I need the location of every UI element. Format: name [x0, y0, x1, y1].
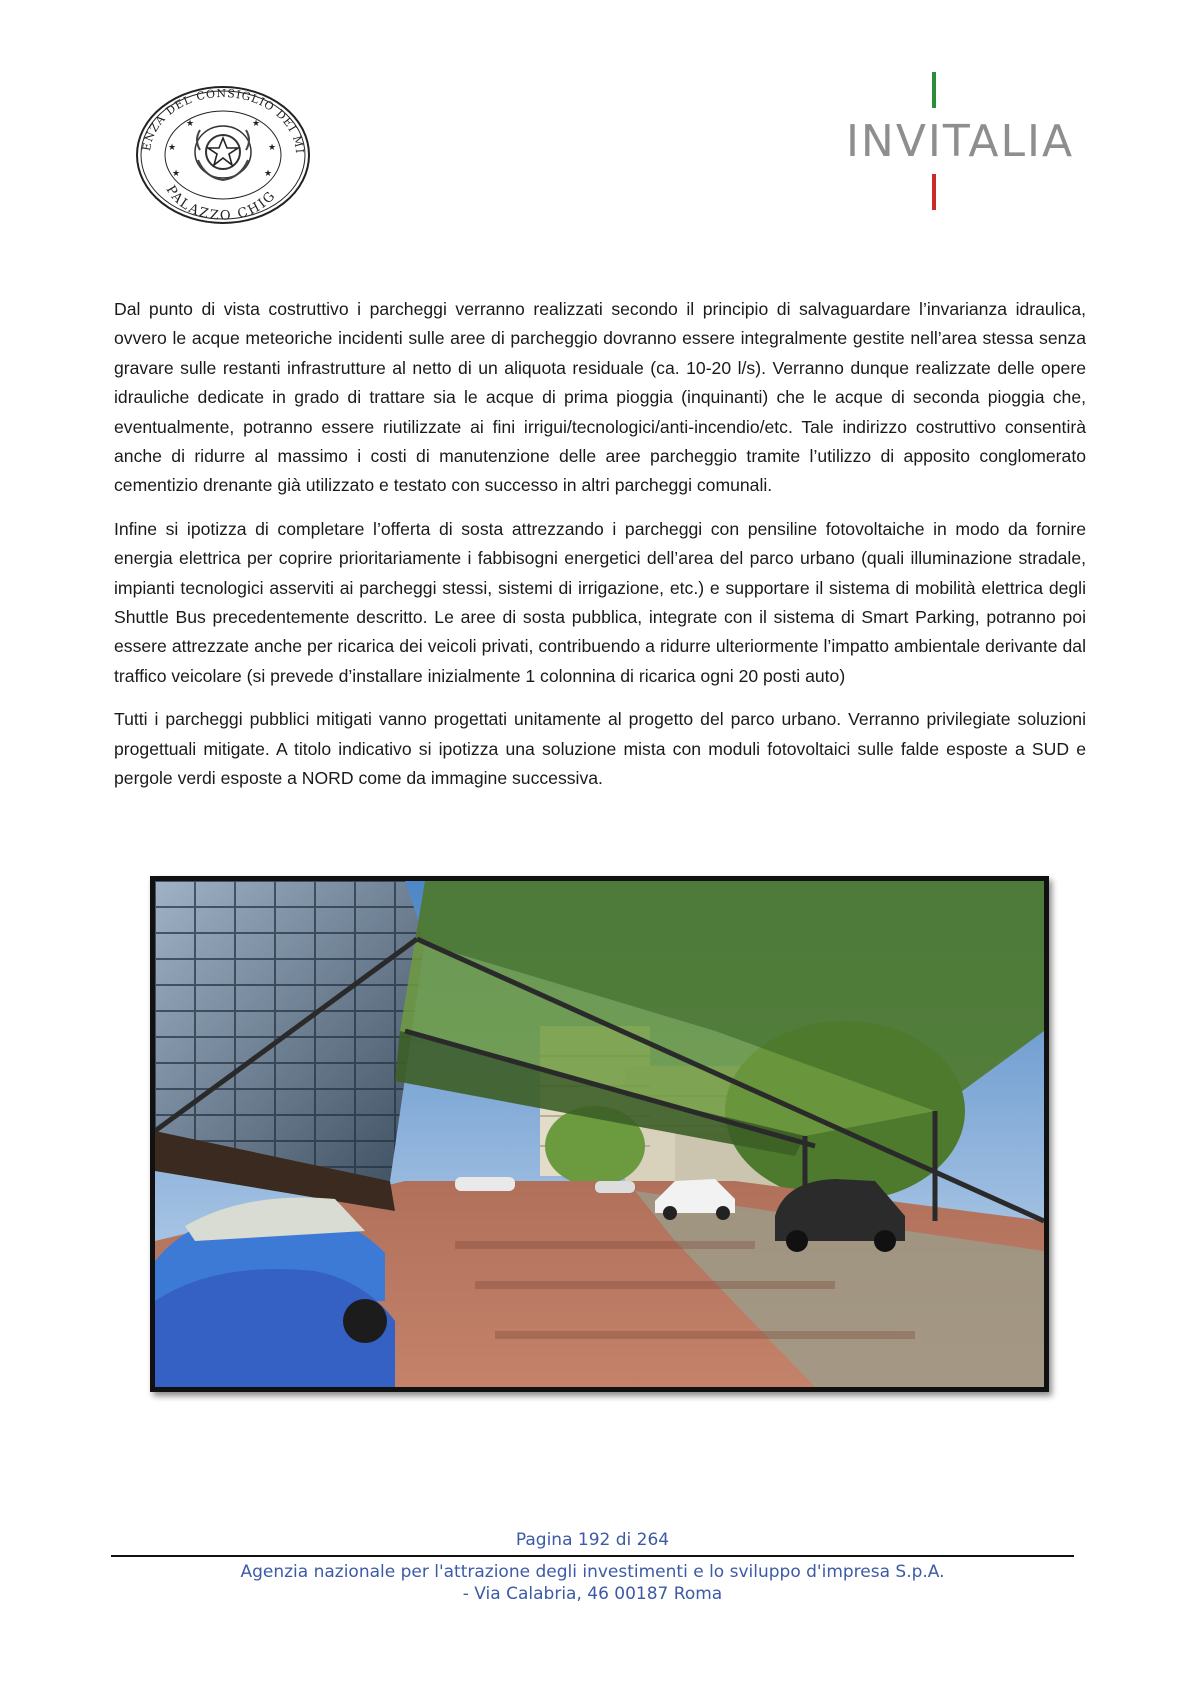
footer-address: - Via Calabria, 46 00187 Roma [462, 1584, 723, 1604]
invitalia-logo [840, 70, 1080, 210]
svg-text:★: ★ [252, 118, 261, 128]
seal-text-bottom: PALAZZO CHIG [162, 183, 280, 224]
svg-text:★: ★ [168, 142, 177, 152]
page-footer [0, 1530, 1200, 1604]
paragraph: Dal punto di vista costruttivo i parcheggi verranno realizzati secondo il principio di salvaguardare l’invarianza idraulica, ovvero le acque meteoriche incidenti sulle aree di parcheggio dovranno essere integralmente gestite nell’area stessa senza gravare sulle restanti infrastrutture al netto di un aliquota residuale (ca. 10-20 l/s). Verranno dunque realizzate delle opere idrauliche dedicate in grado di trattare sia le acque di prima pioggia (inquinanti) che le acque di seconda pioggia che, eventualmente, potranno essere riutilizzate ai fini irrigui/tecnologici/anti-incendio/etc. Tale indirizzo costruttivo consentirà anche di ridurre al massimo i costi di manutenzione delle aree parcheggio tramite l’utilizzo di apposito conglomerato cementizio drenante già utilizzato e testato con successo in altri parcheggi comunali. [114, 299, 1086, 496]
page-number: Pagina 192 di 264 [515, 1530, 670, 1550]
paragraph: Infine si ipotizza di completare l’offerta di sosta attrezzando i parcheggi con pensiline fotovoltaiche in modo da fornire energia elettrica per coprire prioritariamente i fabbisogni energetici dell’area del parco urbano (quali illuminazione stradale, impianti tecnologici asserviti ai parcheggi stessi, sistemi di irrigazione, etc.) e supportare il sistema di mobilità elettrica degli Shuttle Bus precedentemente descritto. Le aree di sosta pubblica, integrate con il sistema di Smart Parking, potranno poi essere attrezzate anche per ricarica dei veicoli privati, contribuendo a ridurre ulteriormente l’impatto ambientale derivante dal traffico veicolare (si prevede d’installare inizialmente 1 colonnina di ricarica ogni 20 posti auto) [114, 518, 1086, 686]
paragraph: Tutti i parcheggi pubblici mitigati vanno progettati unitamente al progetto del parco urbano. Verranno privilegiate soluzioni progettuali mitigate. A titolo indicativo si ipotizza una soluzione mista con moduli fotovoltaici sulle falde esposte a SUD e pergole verdi esposte a NORD come da immagine successiva. [114, 709, 1086, 789]
footer-rule [111, 1555, 1074, 1557]
svg-text:★: ★ [172, 168, 181, 178]
logo-red-bar [932, 174, 936, 210]
government-seal-icon [128, 80, 318, 230]
seal-text-top: ENZA DEL CONSIGLIO DEI MI [140, 86, 307, 155]
logo-green-bar [932, 72, 936, 108]
republic-emblem-icon [195, 126, 251, 180]
svg-text:★: ★ [268, 142, 277, 152]
logo-text: INVITALIA [845, 116, 1075, 167]
footer-agency: Agenzia nazionale per l'attrazione degli investimenti e lo sviluppo d'impresa S.p.A. [240, 1562, 945, 1582]
svg-text:★: ★ [264, 168, 273, 178]
svg-text:★: ★ [186, 118, 195, 128]
parking-canopy-rendering [150, 876, 1049, 1392]
body-text [114, 295, 1086, 808]
